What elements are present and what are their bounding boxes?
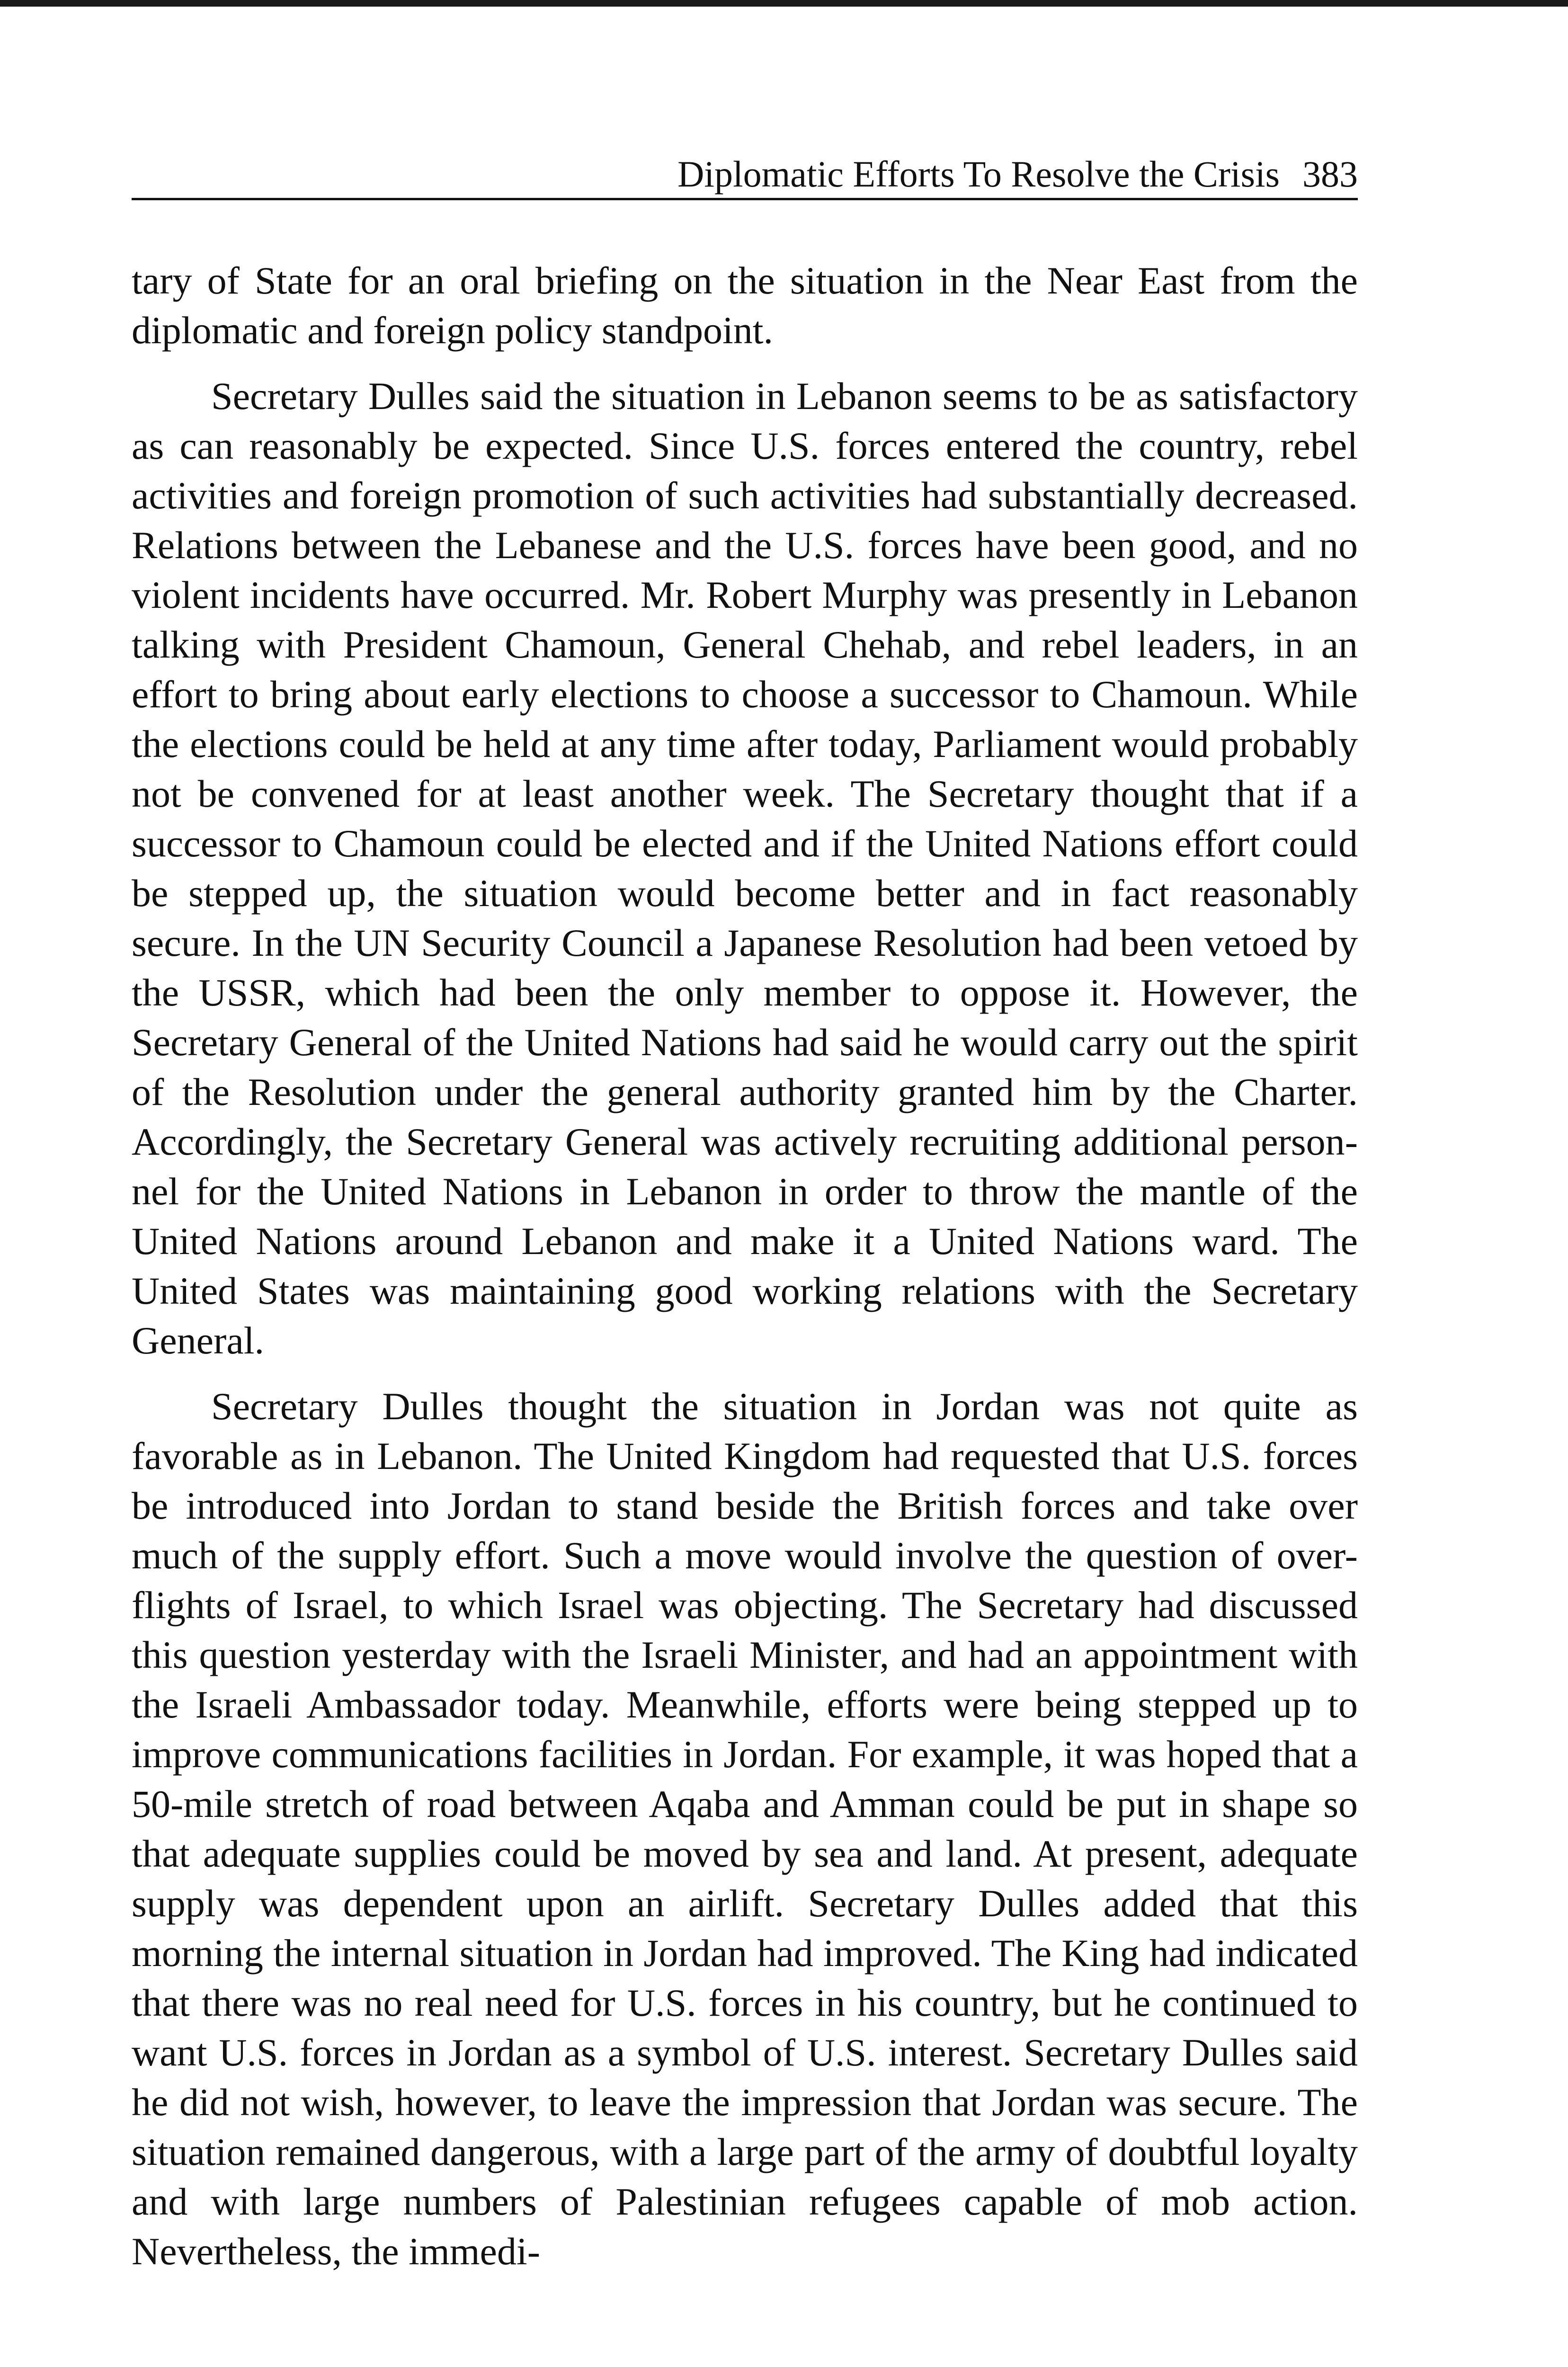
running-header (132, 151, 1358, 200)
running-title: Diplomatic Efforts To Resolve the Crisis (677, 153, 1280, 195)
paragraph-lebanon: Secretary Dulles said the situation in Lebanon seems to be as satisfactory as can reasonably be expected. Since U.S. forces entered the country, rebel activities and foreign promotion of such activities had substantially decreased. Relations between the Lebanese and the U.S. forces have been good, and no violent incidents have occurred. Mr. Robert Murphy was presently in Lebanon talking with President Chamoun, General Chehab, and rebel leaders, in an effort to bring about early elections to choose a successor to Chamoun. While the elections could be held at any time after today, Parliament would probably not be convened for at least another week. The Secretary thought that if a successor to Chamoun could be elected and if the United Nations effort could be stepped up, the situation would become better and in fact reasonably secure. In the UN Security Council a Japanese Resolution had been vetoed by the USSR, which had been the only member to oppose it. However, the Secretary General of the United Nations had said he would carry out the spirit of the Resolution under the general authority granted him by the Charter. Accordingly, the Secretary General was actively recruiting additional personnel for the United Nations in Lebanon in order to throw the mantle of the United Nations around Lebanon and make it a United Nations ward. The United States was maintaining good working relations with the Secretary General. (132, 374, 1358, 1362)
body-text (132, 256, 1358, 2276)
paragraph-continuation: tary of State for an oral briefing on the situation in the Near East from the diplomatic and foreign policy standpoint. (132, 259, 1358, 352)
paragraph-jordan: Secretary Dulles thought the situation in Jordan was not quite as favorable as in Lebanon. The United Kingdom had requested that U.S. forces be introduced into Jordan to stand beside the British forces and take over much of the supply effort. Such a move would involve the question of over-flights of Israel, to which Israel was objecting. The Secretary had discussed this question yesterday with the Israeli Minister, and had an appointment with the Israeli Ambassador today. Meanwhile, efforts were being stepped up to improve communications facilities in Jordan. For example, it was hoped that a 50-mile stretch of road between Aqaba and Amman could be put in shape so that adequate supplies could be moved by sea and land. At present, adequate supply was dependent upon an airlift. Secretary Dulles added that this morning the internal situation in Jordan had improved. The King had indicated that there was no real need for U.S. forces in his country, but he continued to want U.S. forces in Jordan as a symbol of U.S. interest. Secretary Dulles said he did not wish, however, to leave the impression that Jordan was secure. The situation remained dangerous, with a large part of the army of doubtful loyalty and with large numbers of Palestinian refugees capable of mob action. Nevertheless, the immedi- (132, 1385, 1358, 2273)
scan-top-border (0, 0, 1568, 7)
page-number: 383 (1302, 153, 1358, 195)
